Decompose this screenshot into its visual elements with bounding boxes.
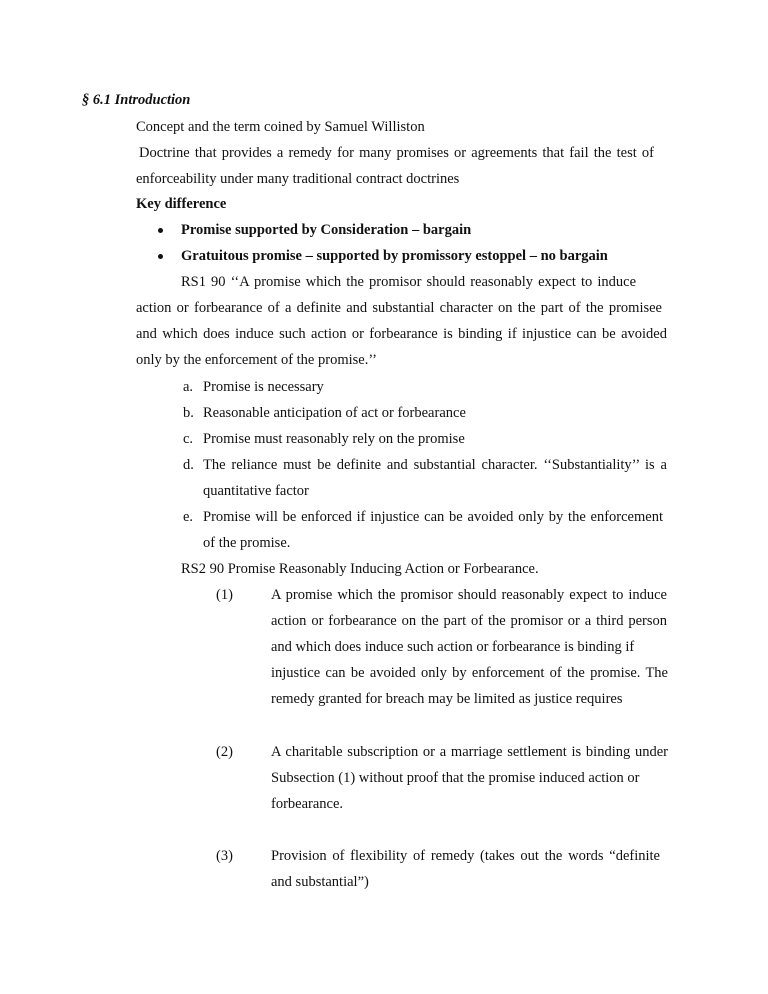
list-item: Reasonable anticipation of act or forbearance [203,405,466,421]
key-difference-heading: Key difference [136,196,227,212]
rs1-line: action or forbearance of a definite and substantial character on the part of the promisee [136,300,662,316]
rs2-title: RS2 90 Promise Reasonably Inducing Action or Forbearance. [181,561,539,577]
list-item: Promise must reasonably rely on the promise [203,431,465,447]
subsection-line: and which does induce such action or forbearance is binding if [271,639,635,655]
subsection-line: A promise which the promisor should reasonably expect to induce [271,587,667,603]
subsection-line: injustice can be avoided only by enforcement of the promise. The [271,665,668,681]
bullet-item: Gratuitous promise – supported by promissory estoppel – no bargain [181,248,608,264]
list-item: of the promise. [203,535,291,551]
list-marker: a. [183,379,194,395]
list-marker: d. [183,457,194,473]
list-marker: e. [183,509,194,525]
intro-line: Doctrine that provides a remedy for many promises or agreements that fail the test of [139,145,654,161]
list-marker: c. [183,431,194,447]
list-item: quantitative factor [203,483,309,499]
subsection-line: action or forbearance on the part of the promisor or a third person [271,613,667,629]
subsection-marker: (1) [216,587,233,603]
rs1-line: and which does induce such action or forbearance is binding if injustice can be avoided [136,326,667,342]
subsection-marker: (3) [216,848,233,864]
subsection-line: A charitable subscription or a marriage settlement is binding under [271,744,668,760]
subsection-line: Provision of flexibility of remedy (takes out the words “definite [271,848,660,864]
section-heading: § 6.1 Introduction [82,92,191,108]
bullet-icon [158,254,163,259]
subsection-line: remedy granted for breach may be limited as justice requires [271,691,623,707]
bullet-item: Promise supported by Consideration – bargain [181,222,472,238]
list-item: Promise will be enforced if injustice can be avoided only by the enforcement [203,509,663,525]
rs1-line: RS1 90 ‘‘A promise which the promisor should reasonably expect to induce [181,274,636,290]
subsection-line: forbearance. [271,796,344,812]
list-item: Promise is necessary [203,379,324,395]
rs1-line: only by the enforcement of the promise.’’ [136,352,377,368]
list-item: The reliance must be definite and substantial character. ‘‘Substantiality’’ is a [203,457,667,473]
subsection-marker: (2) [216,744,233,760]
intro-line: enforceability under many traditional contract doctrines [136,171,460,187]
bullet-icon [158,228,163,233]
subsection-line: Subsection (1) without proof that the promise induced action or [271,770,640,786]
subsection-line: and substantial”) [271,874,369,890]
list-marker: b. [183,405,194,421]
intro-line: Concept and the term coined by Samuel Williston [136,119,425,135]
